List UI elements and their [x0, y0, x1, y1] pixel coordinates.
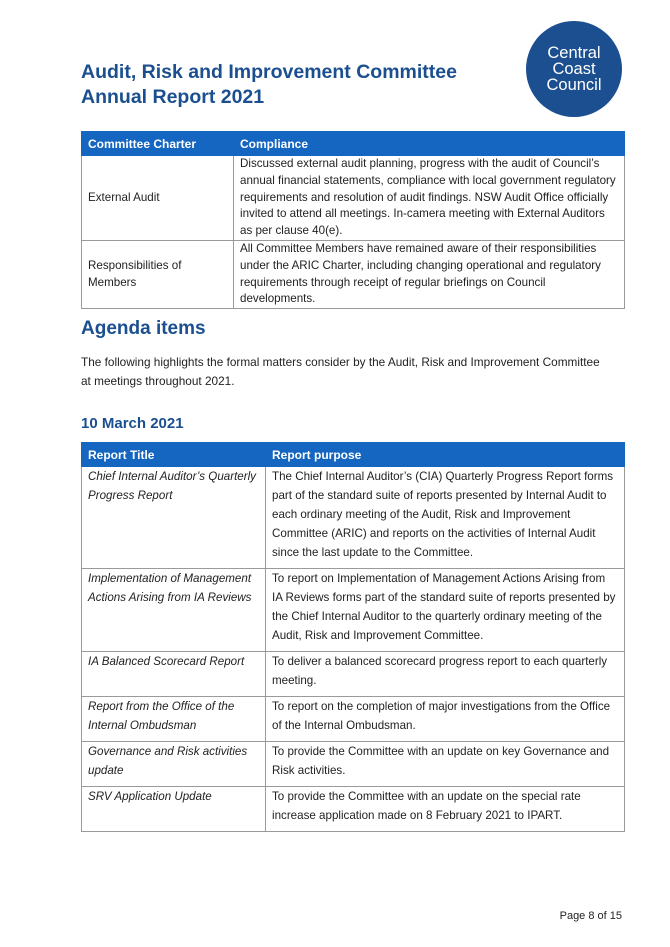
report-title-cell: Chief Internal Auditor’s Quarterly Progress Report: [82, 467, 266, 569]
agenda-heading: Agenda items: [81, 318, 206, 339]
report-title-column-header: Report Title: [82, 443, 266, 467]
report-title-cell: Report from the Office of the Internal Ombudsman: [82, 697, 266, 742]
agenda-intro: The following highlights the formal matters consider by the Audit, Risk and Improvement Committee at meetings throughout 2021.: [81, 355, 600, 388]
report-title-line-2: Annual Report 2021: [81, 86, 265, 108]
table-row: [82, 652, 625, 697]
reports-table-header-row: [82, 443, 625, 467]
report-title-cell: Governance and Risk activities update: [82, 742, 266, 787]
meeting-date-heading: 10 March 2021: [81, 415, 184, 432]
table-row: [82, 569, 625, 652]
report-purpose-cell: To provide the Committee with an update on key Governance and Risk activities.: [266, 742, 625, 787]
meeting-reports-table: [81, 442, 625, 832]
table-row: [82, 697, 625, 742]
report-purpose-column-header: Report purpose: [266, 443, 625, 467]
report-title: [81, 60, 457, 110]
report-title-line-1: Audit, Risk and Improvement Committee: [81, 61, 457, 83]
table-row: [82, 742, 625, 787]
page-number: Page 8 of 15: [559, 910, 622, 922]
compliance-cell: All Committee Members have remained aware of their responsibilities under the ARIC Charter, including changing operational and regulatory requirements through receipt of regular briefings on Council developments.: [234, 240, 625, 308]
logo-line-3: Council: [546, 76, 602, 94]
table-row: [82, 467, 625, 569]
charter-cell: External Audit: [82, 156, 234, 241]
central-coast-council-logo: [526, 21, 622, 117]
report-purpose-cell: The Chief Internal Auditor’s (CIA) Quarterly Progress Report forms part of the standard suite of reports presented by Internal Audit to each ordinary meeting of the Audit, Risk and Improvement Committee (ARIC) and reports on the activities of Internal Audit since the last update to the Committee.: [266, 467, 625, 569]
compliance-cell: Discussed external audit planning, progress with the audit of Council’s annual financial statements, compliance with local government regulatory requirements and resolution of audit findings. NSW Audit Office officially invited to attend all meetings. In-camera meeting with External Auditors as per clause 40(e).: [234, 156, 625, 241]
charter-cell: Responsibilities of Members: [82, 240, 234, 308]
logo-line-1: Central: [547, 44, 601, 62]
table-row: [82, 240, 625, 308]
report-title-cell: IA Balanced Scorecard Report: [82, 652, 266, 697]
report-purpose-cell: To report on Implementation of Management Actions Arising from IA Reviews forms part of the standard suite of reports presented by the Chief Internal Auditor to the quarterly ordinary meeting of the Audit, Risk and Improvement Committee.: [266, 569, 625, 652]
table-row: [82, 787, 625, 832]
report-purpose-cell: To deliver a balanced scorecard progress report to each quarterly meeting.: [266, 652, 625, 697]
charter-column-header: Committee Charter: [82, 132, 234, 156]
report-purpose-cell: To provide the Committee with an update on the special rate increase application made on 8 February 2021 to IPART.: [266, 787, 625, 832]
logo-line-2: Coast: [552, 60, 596, 78]
report-purpose-cell: To report on the completion of major investigations from the Office of the Internal Ombudsman.: [266, 697, 625, 742]
report-title-cell: SRV Application Update: [82, 787, 266, 832]
committee-charter-table: [81, 131, 625, 309]
report-title-cell: Implementation of Management Actions Arising from IA Reviews: [82, 569, 266, 652]
charter-table-header-row: [82, 132, 625, 156]
table-row: [82, 156, 625, 241]
compliance-column-header: Compliance: [234, 132, 625, 156]
